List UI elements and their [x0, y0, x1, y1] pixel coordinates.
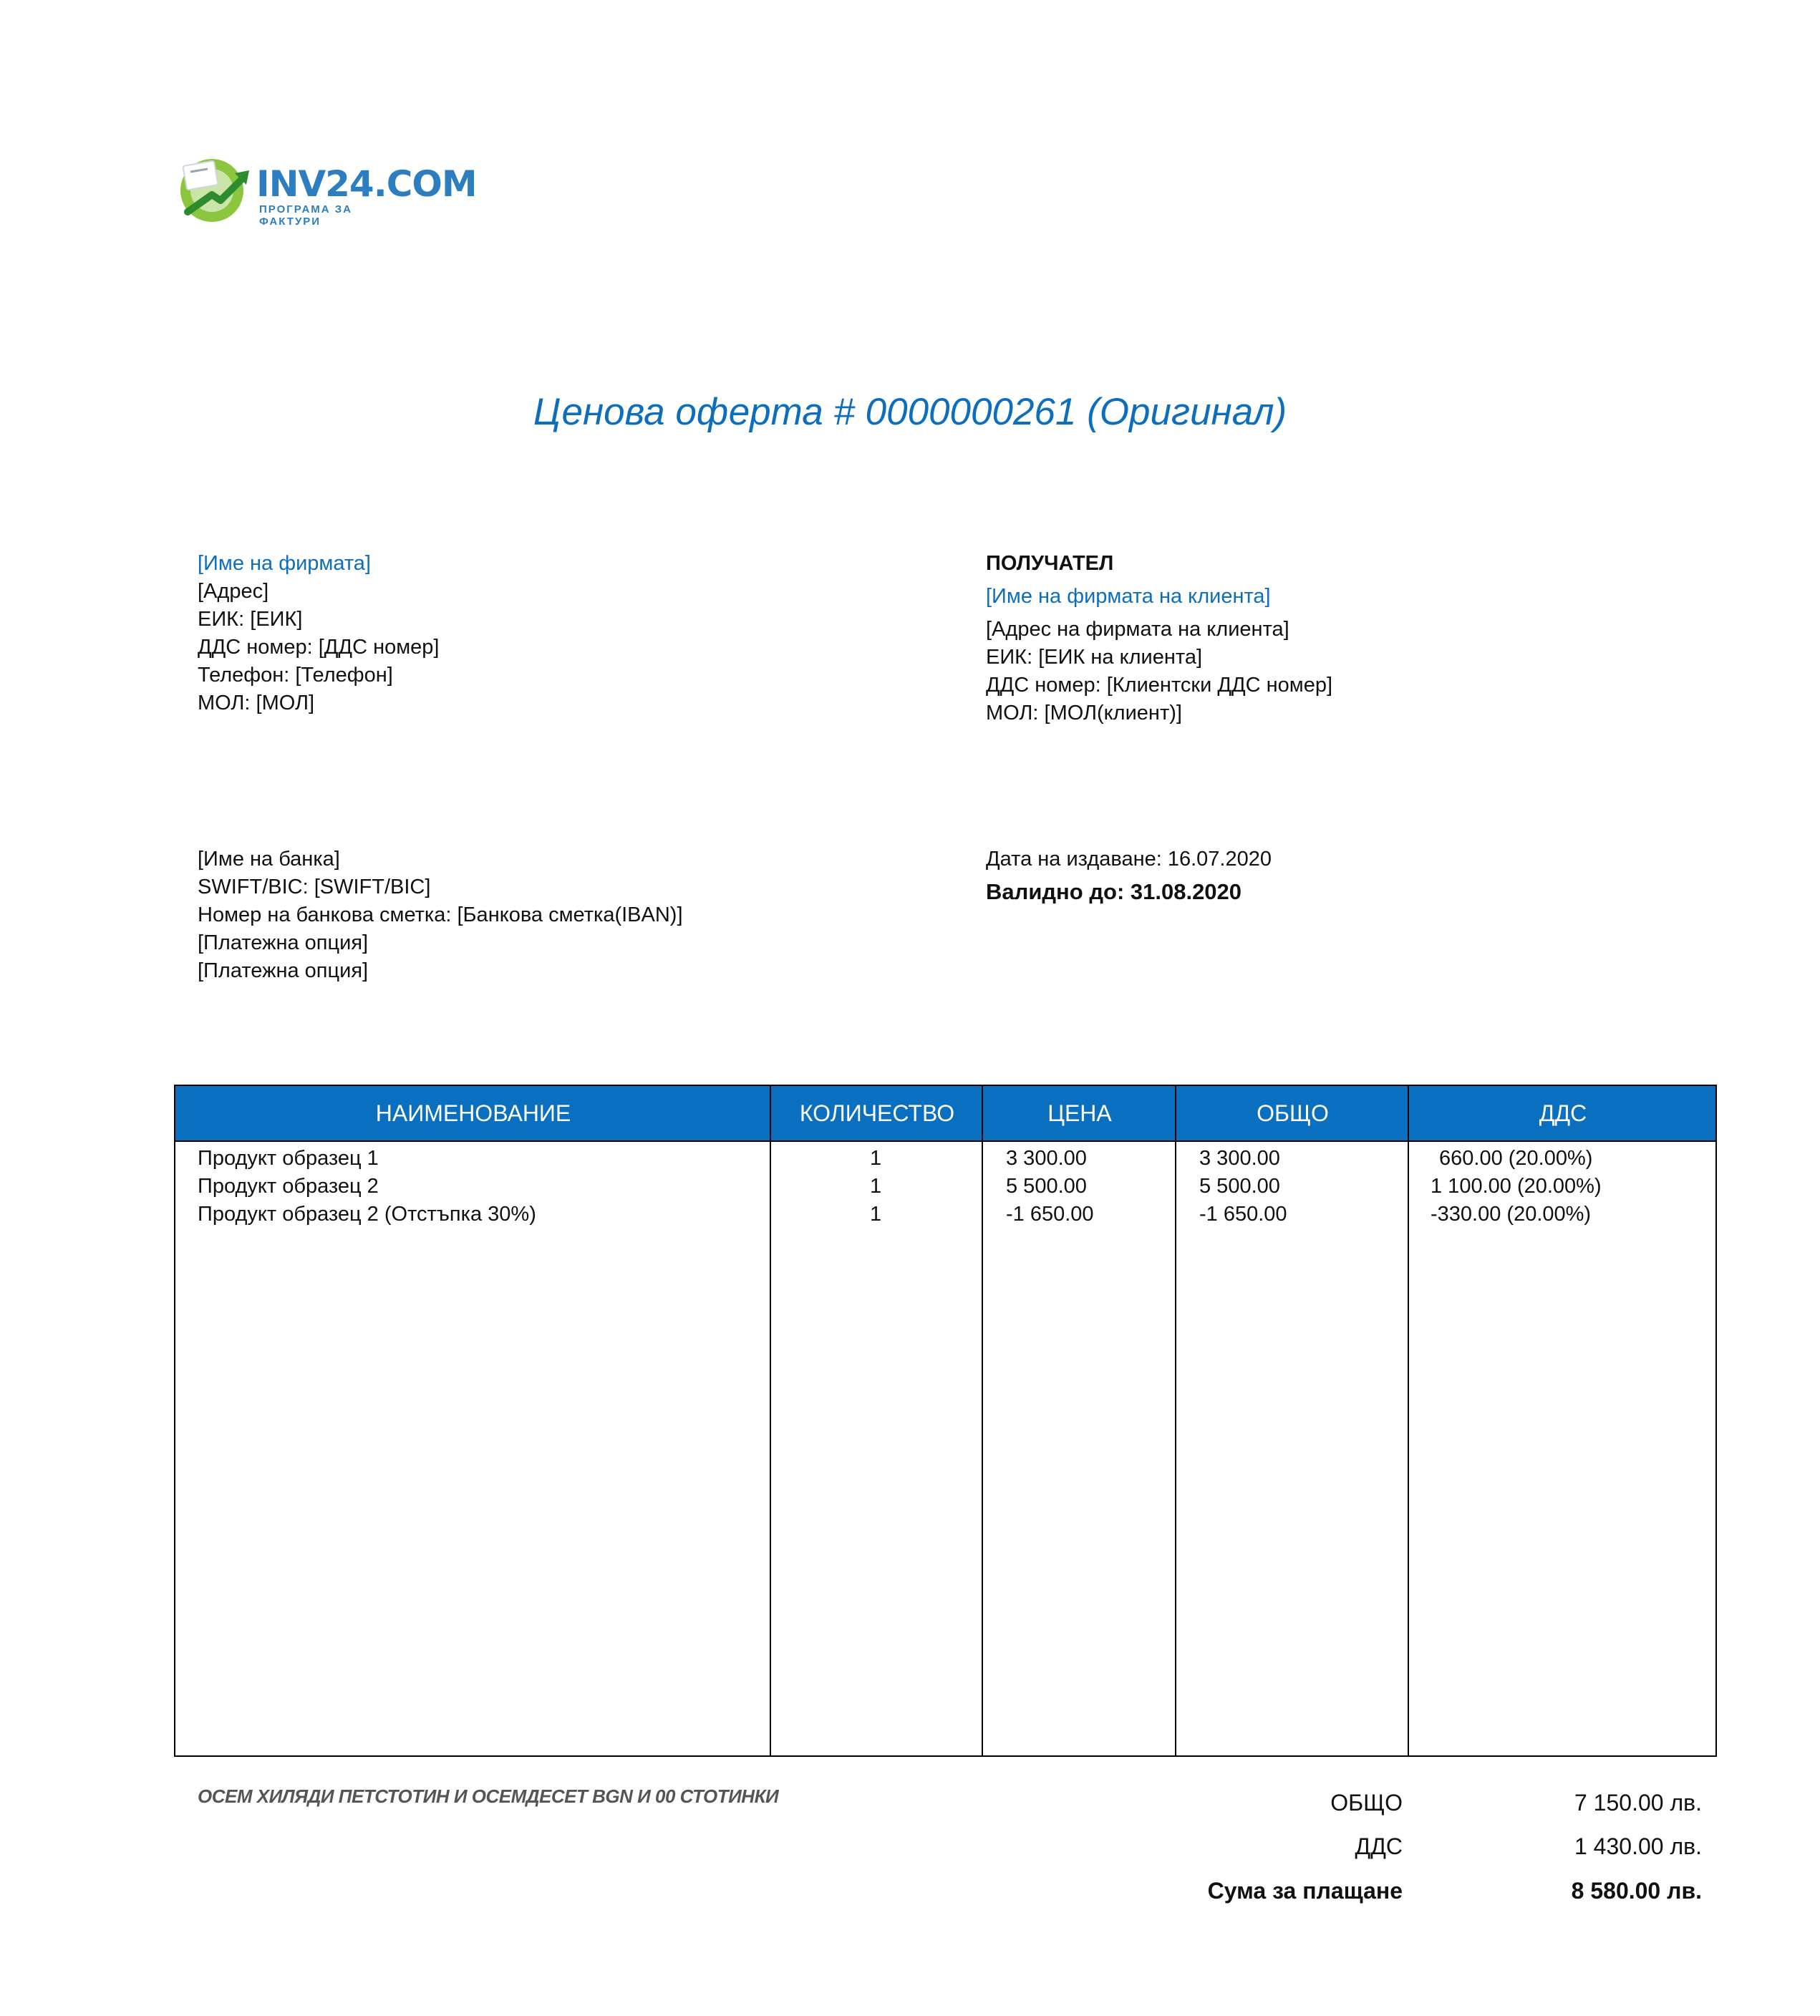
item-vat: 1 100.00 (20.00%): [1431, 1175, 1602, 1198]
seller-company: [Име на фирмата]: [198, 552, 371, 575]
item-quantity: 1: [870, 1147, 882, 1170]
item-vat: 660.00 (20.00%): [1439, 1147, 1593, 1170]
valid-until: Валидно до: 31.08.2020: [986, 879, 1242, 904]
table-row: [175, 1201, 1715, 1228]
seller-phone: Телефон: [Телефон]: [198, 664, 393, 687]
document-dates: [986, 845, 1272, 906]
subtotal-label: ОБЩО: [1330, 1790, 1403, 1816]
bank-account: Номер на банкова сметка: [Банкова сметка(IBAN)]: [198, 903, 683, 926]
column-header-price: ЦЕНА: [1047, 1100, 1112, 1126]
bank-details: [198, 845, 683, 985]
company-logo: [175, 153, 477, 228]
item-quantity: 1: [870, 1175, 882, 1198]
payment-option: [Платежна опция]: [198, 931, 369, 954]
amount-in-words: ОСЕМ ХИЛЯДИ ПЕТСТОТИН И ОСЕМДЕСЕТ BGN И 00 СТОТИНКИ: [198, 1785, 779, 1807]
seller-details: [198, 550, 439, 717]
logo-mark-icon: [175, 153, 253, 225]
table-header: [175, 1086, 1715, 1142]
vat-total-label: ДДС: [1355, 1833, 1403, 1859]
seller-mol: МОЛ: [МОЛ]: [198, 692, 315, 714]
amount-due-label: Сума за плащане: [1207, 1878, 1403, 1904]
buyer-eik: ЕИК: [ЕИК на клиента]: [986, 646, 1203, 669]
vat-total-value: 1 430.00 лв.: [1574, 1833, 1702, 1859]
bank-swift: SWIFT/BIC: [SWIFT/BIC]: [198, 876, 431, 898]
buyer-address: [Адрес на фирмата на клиента]: [986, 618, 1289, 641]
item-total: 3 300.00: [1199, 1147, 1280, 1170]
item-name: Продукт образец 1: [198, 1147, 379, 1170]
item-total: -1 650.00: [1199, 1203, 1287, 1226]
item-total: 5 500.00: [1199, 1175, 1280, 1198]
logo-brand-text: INV24.COM: [256, 163, 477, 205]
item-price: -1 650.00: [1006, 1203, 1094, 1226]
issue-date: Дата на издаване: 16.07.2020: [986, 848, 1272, 871]
payment-option: [Платежна опция]: [198, 959, 369, 982]
item-quantity: 1: [870, 1203, 882, 1226]
amount-due-value: 8 580.00 лв.: [1571, 1878, 1702, 1904]
column-header-vat: ДДС: [1539, 1100, 1587, 1126]
item-price: 3 300.00: [1006, 1147, 1087, 1170]
table-row: [175, 1173, 1715, 1201]
document-title: Ценова оферта # 0000000261 (Оригинал): [533, 391, 1287, 433]
logo-tagline: ПРОГРАМА ЗА ФАКТУРИ: [259, 203, 353, 228]
column-header-quantity: КОЛИЧЕСТВО: [799, 1100, 955, 1126]
buyer-mol: МОЛ: [МОЛ(клиент)]: [986, 702, 1182, 724]
buyer-details: [986, 550, 1332, 727]
seller-vat: ДДС номер: [ДДС номер]: [198, 636, 440, 659]
subtotal-value: 7 150.00 лв.: [1574, 1790, 1702, 1816]
buyer-vat: ДДС номер: [Клиентски ДДС номер]: [986, 674, 1333, 697]
item-price: 5 500.00: [1006, 1175, 1087, 1198]
column-header-name: НАИМЕНОВАНИЕ: [375, 1100, 571, 1126]
table-row: [175, 1145, 1715, 1173]
seller-address: [Адрес]: [198, 580, 269, 603]
item-name: Продукт образец 2: [198, 1175, 379, 1198]
buyer-company: [Име на фирмата на клиента]: [986, 585, 1271, 608]
item-name: Продукт образец 2 (Отстъпка 30%): [198, 1203, 536, 1226]
buyer-heading: ПОЛУЧАТЕЛ: [986, 552, 1114, 575]
column-header-total: ОБЩО: [1257, 1100, 1329, 1126]
seller-eik: ЕИК: [ЕИК]: [198, 608, 303, 631]
bank-name: [Име на банка]: [198, 848, 340, 871]
item-vat: -330.00 (20.00%): [1431, 1203, 1592, 1226]
items-table: [174, 1085, 1717, 1757]
